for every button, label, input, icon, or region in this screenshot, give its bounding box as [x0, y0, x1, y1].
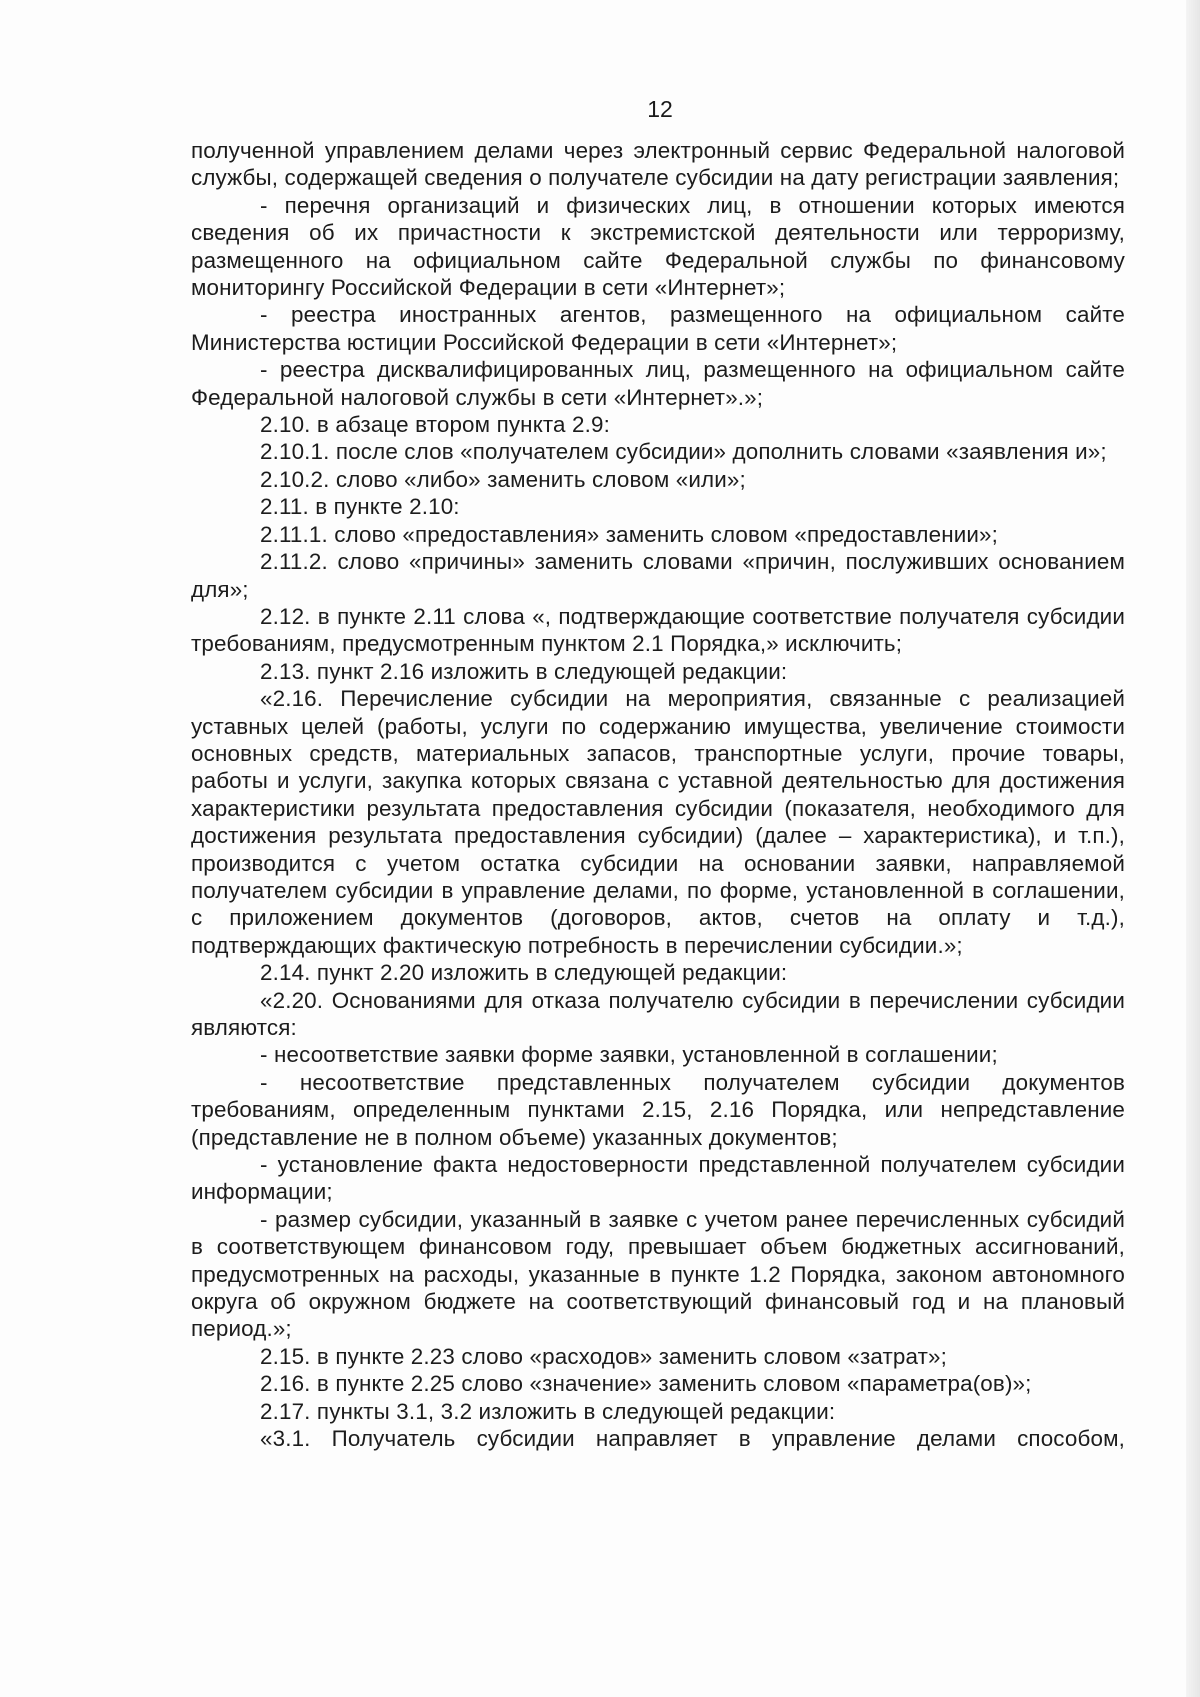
paragraph-4: - реестра дисквалифицированных лиц, размещенного на официальном сайте Федеральной налоговой службы в сети «Интернет».»;: [191, 357, 1125, 410]
paragraph-22: 2.17. пункты 3.1, 3.2 изложить в следующей редакции:: [260, 1398, 836, 1424]
paragraph-17: - несоответствие представленных получателем субсидии документов требованиям, определенным пунктами 2.15, 2.16 Порядка, или непредставление (представление не в полном объеме) указанных документов;: [191, 1069, 1125, 1150]
paragraph-6: 2.10.1. после слов «получателем субсидии» дополнить словами «заявления и»;: [260, 439, 1107, 465]
paragraph-11: 2.12. в пункте 2.11 слова «, подтверждающие соответствие получателя субсидии требованиям, предусмотренным пунктом 2.1 Порядка,» исключить;: [191, 603, 1125, 657]
document-body: [191, 137, 1125, 1453]
paragraph-15: «2.20. Основаниями для отказа получателю субсидии в перечислении субсидии являются:: [191, 987, 1125, 1040]
paragraph-10: 2.11.2. слово «причины» заменить словами «причин, послуживших основанием для»;: [191, 549, 1125, 602]
page-number: 12: [647, 96, 673, 122]
paragraph-13: «2.16. Перечисление субсидии на мероприятия, связанные с реализацией уставных целей (работы, услуги по содержанию имущества, увеличение стоимости основных средств, материальных запасов, транспортные услуги, прочие товары, работы и услуги, закупка которых связана с уставной деятельностью для достижения характеристики результата предоставления субсидии (показателя, необходимого для достижения результата предоставления субсидии) (далее – характеристика), и т.п.), производится с учетом остатка субсидии на основании заявки, направляемой получателем субсидии в управление делами, по форме, установленной в соглашении, с приложением документов (договоров, актов, счетов на оплату и т.д.), подтверждающих фактическую потребность в перечислении субсидии.»;: [191, 686, 1125, 958]
paragraph-19: - размер субсидии, указанный в заявке с учетом ранее перечисленных субсидий в соответствующем финансовом году, превышает объем бюджетных ассигнований, предусмотренных на расходы, указанные в пункте 1.2 Порядка, законом автономного округа об окружном бюджете на соответствующий финансовый год и на плановый период.»;: [191, 1206, 1125, 1342]
paragraph-20: 2.15. в пункте 2.23 слово «расходов» заменить словом «затрат»;: [260, 1343, 947, 1369]
paragraph-1: полученной управлением делами через электронный сервис Федеральной налоговой службы, содержащей сведения о получателе субсидии на дату регистрации заявления;: [191, 138, 1125, 191]
page-edge-shadow: [1186, 0, 1200, 1697]
paragraph-16: - несоответствие заявки форме заявки, установленной в соглашении;: [260, 1042, 998, 1068]
paragraph-9: 2.11.1. слово «предоставления» заменить словом «предоставлении»;: [260, 521, 999, 547]
paragraph-12: 2.13. пункт 2.16 изложить в следующей редакции:: [260, 658, 788, 684]
paragraph-23: «3.1. Получатель субсидии направляет в управление делами способом,: [260, 1426, 1125, 1452]
paragraph-7: 2.10.2. слово «либо» заменить словом «или»;: [260, 466, 746, 492]
paragraph-14: 2.14. пункт 2.20 изложить в следующей редакции:: [260, 960, 788, 986]
paragraph-3: - реестра иностранных агентов, размещенного на официальном сайте Министерства юстиции Российской Федерации в сети «Интернет»;: [191, 302, 1125, 355]
paragraph-21: 2.16. в пункте 2.25 слово «значение» заменить словом «параметра(ов)»;: [260, 1371, 1032, 1397]
paragraph-2: - перечня организаций и физических лиц, в отношении которых имеются сведения об их причастности к экстремистской деятельности или терроризму, размещенного на официальном сайте Федеральной службы по финансовому мониторингу Российской Федерации в сети «Интернет»;: [191, 192, 1125, 301]
paragraph-5: 2.10. в абзаце втором пункта 2.9:: [260, 412, 610, 438]
paragraph-8: 2.11. в пункте 2.10:: [260, 494, 460, 520]
paragraph-18: - установление факта недостоверности представленной получателем субсидии информации;: [191, 1152, 1125, 1205]
